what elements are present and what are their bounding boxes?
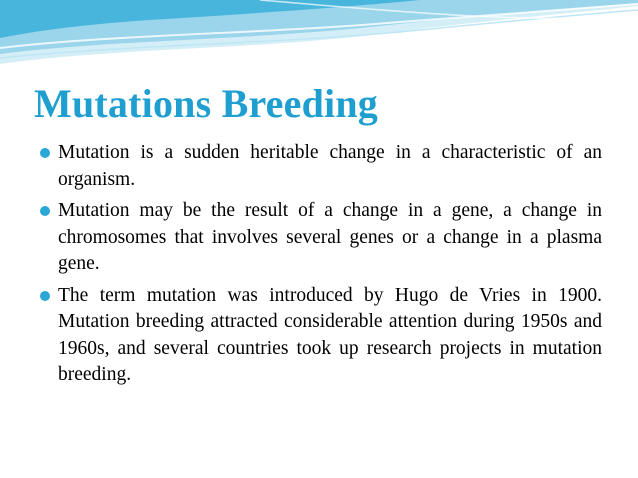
slide-title: Mutations Breeding xyxy=(34,81,378,126)
bullet-item xyxy=(40,198,602,278)
bullet-dot-icon xyxy=(40,206,50,216)
bullet-list xyxy=(40,140,602,394)
bullet-text: Mutation may be the result of a change in a gene, a change in chromosomes that involves several genes or a change in a plasma gene. xyxy=(58,200,602,274)
bullet-item xyxy=(40,140,602,193)
bullet-text: The term mutation was introduced by Hugo de Vries in 1900. Mutation breeding attracted considerable attention during 1950s and 1960s, and several countries took up research projects in mutation breeding. xyxy=(58,284,602,385)
bullet-text: Mutation is a sudden heritable change in a characteristic of an organism. xyxy=(58,142,602,190)
bullet-item xyxy=(40,283,602,389)
bullet-dot-icon xyxy=(40,148,50,158)
header-wave-decoration xyxy=(0,0,638,80)
bullet-dot-icon xyxy=(40,291,50,301)
